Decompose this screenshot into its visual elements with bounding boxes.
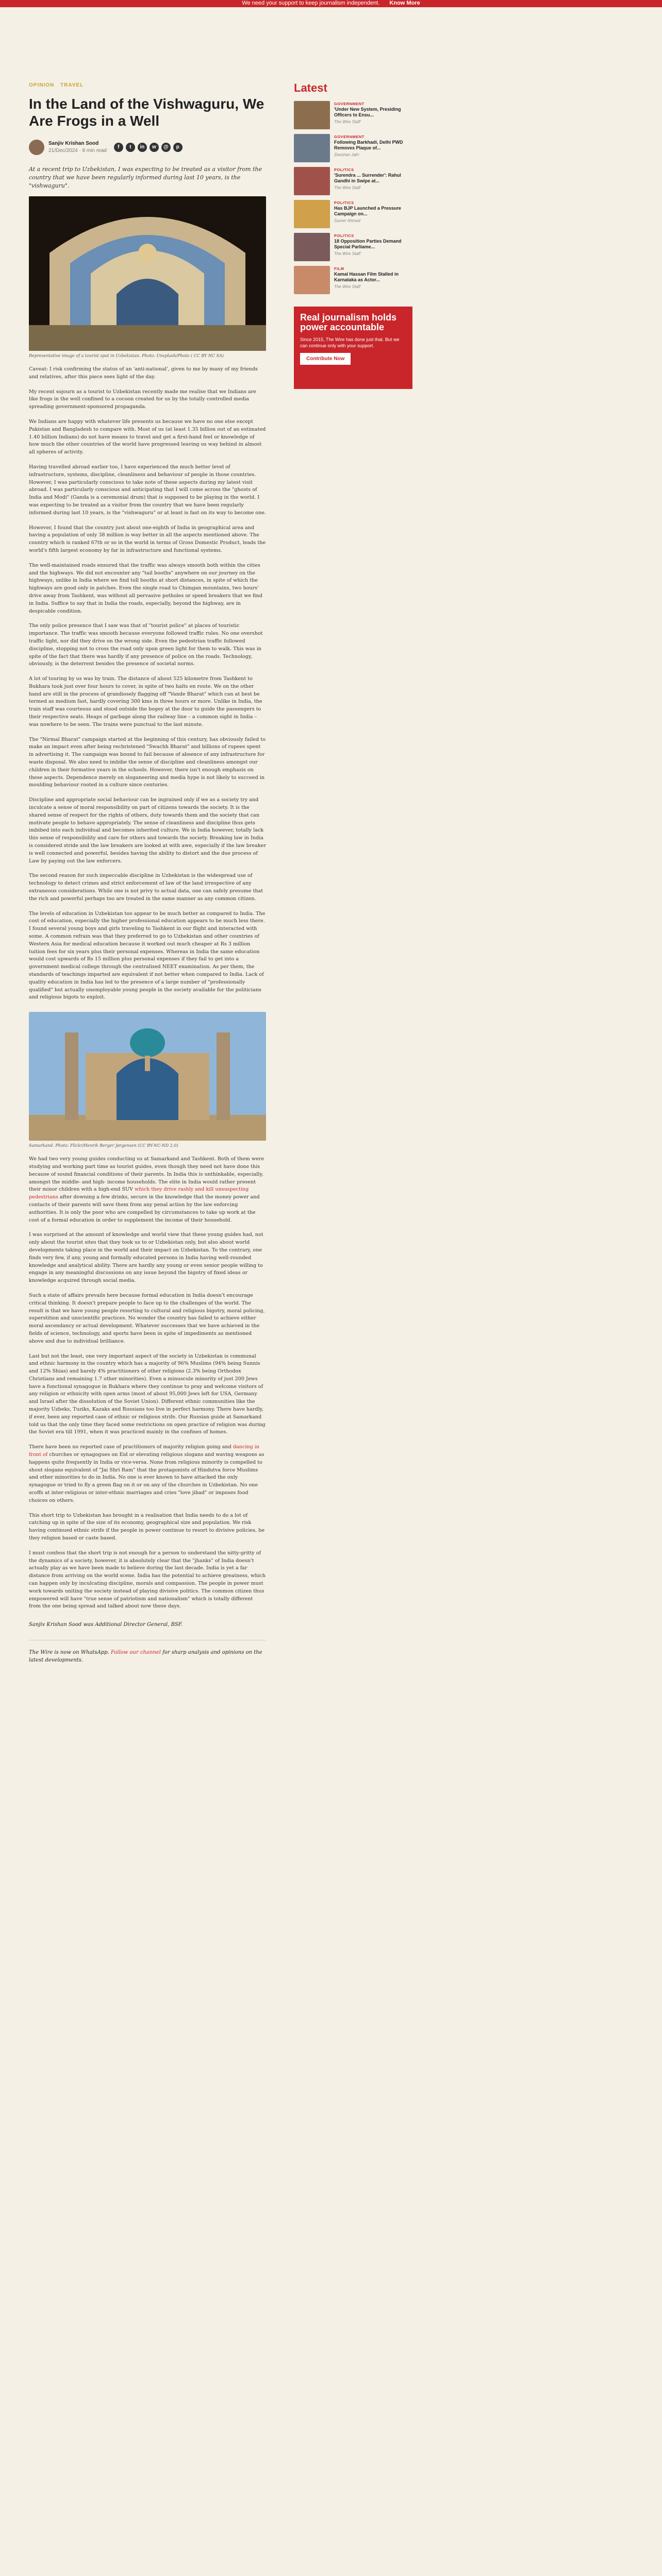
latest-title[interactable]: Has BJP Launched a Pressure Campaign on...: [334, 206, 401, 216]
latest-thumbnail[interactable]: [294, 101, 330, 129]
article-title: In the Land of the Vishwaguru, We Are Frogs in a Well: [29, 96, 264, 129]
body-text: There have been no reported case of practitioners of majority religion going and: [29, 1444, 231, 1450]
latest-item[interactable]: [294, 134, 418, 164]
latest-item[interactable]: [294, 167, 418, 197]
category-tags: [29, 82, 266, 88]
latest-thumbnail[interactable]: [294, 266, 330, 294]
body-paragraph: Caveat: I risk confirming the status of an 'anti-national', given to me by many of my friends and relatives, after this piece sees light of the day.: [29, 366, 258, 380]
latest-title[interactable]: 18 Opposition Parties Demand Special Parliame...: [334, 239, 402, 249]
madrasa-arch-illustration: [29, 196, 266, 351]
body-paragraph: We Indians are happy with whatever life presents us because we have no one else except Pakistan and Bangladesh to compare with. Most of us (at least 1.35 billion out of an estimated 1.40 billion Indians) do not have means to travel and get a first-hand feel or knowledge of how much the other countries of the world have progressed leaving us way behind in almost all spheres of activity.: [29, 418, 266, 455]
contribute-promo: [294, 307, 412, 389]
promo-description: Since 2015, The Wire has done just that. But we can continue only with your support.: [300, 337, 400, 348]
latest-tag[interactable]: POLITICS: [334, 200, 354, 205]
body-paragraph: Such a state of affairs prevails here because formal education in India doesn't encourage critical thinking. It doesn't prepare people to face up to the challenges of the world. The result is that we have young people resorting to cultural and religious bigotry, moral policing, superstition and unscientific practices. No wonder the country has failed to achieve either moral ascendancy or actual development. Whatever successes that we have achieved in the fields of science, technology, and sports have been in spite of impediments as mentioned above and due to individual brilliance.: [29, 1292, 265, 1344]
contribute-button[interactable]: Contribute Now: [300, 353, 351, 365]
registan-illustration: [29, 1012, 266, 1141]
body-paragraph: Having travelled abroad earlier too, I have experienced the much better level of infrastructure, systems, discipline, cleanliness and behaviour of people in those countries. However, I was particularly conscious to take note of these aspects during my latest visit abroad. I was particularly conscious and anticipating that I will come across the "ghosts of India and Modi" (Ganda is a ceremonial drum) that is supposed to be playing in the world. I was expecting to be treated as a visitor from the country that we have been regularly informed during last 10 years, is the "vishwaguru" or at least is fast on its way to become one.: [29, 464, 266, 516]
latest-title[interactable]: Following Barkhadi, Delhi PWD Removes Plaque of...: [334, 140, 403, 150]
body-paragraph: However, I found that the country just about one-eighth of India in geographical area and having a population of only 38 million is way better in all the aspects mentioned above. The country which is ranked 67th or so in the world in terms of Gross Domestic Product, leads the world's fifth largest economy by far in infrastructure and functional systems.: [29, 524, 266, 553]
whatsapp-note: [29, 1649, 266, 1664]
whatsapp-icon[interactable]: w: [150, 143, 159, 152]
latest-title[interactable]: Kamal Hassan Film Stalled in Karnataka as Actor...: [334, 272, 399, 282]
linkedin-icon[interactable]: in: [138, 143, 147, 152]
category-tag[interactable]: OPINION: [29, 82, 55, 88]
twitter-icon[interactable]: t: [126, 143, 135, 152]
body-paragraph: [29, 1444, 266, 1504]
body-paragraph: The "Nirmal Bharat" campaign started at the beginning of this century, has obviously failed to make an impact even after being rechristened "Swachh Bharat" and billions of rupees spent in advertising it. The campaign was bound to fail because of absence of any infrastructure for waste disposal. We also need to imbibe the sense of discipline and cleanliness amongst our children in their formative years in the schools. However, there isn't enough emphasis on these aspects. Dependence merely on sloganeering and media hype is not likely to succeed in moulding behaviour rooted in a culture since centuries.: [29, 736, 266, 788]
body-paragraph: The levels of education in Uzbekistan too appear to be much better as compared to India. The cost of education, especially the higher professional education appears to be much less there. I found several young boys and girls traveling to Tashkent in our flight and interacted with some. A common refrain was that they preferred to go to Uzbekistan and other countries of Western Asia for medical education because it worked out much cheaper at Rs 3 million tuition fees for six years plus their personal expenses. Whereas in India the same education would cost upwards of Rs 15 million plus personal expenses if they fail to get into a government medical college through the centralised NEET examination. As per them, the standards of teachings imparted are equivalent if not better when compared to India. Lack of quality education in India has led to the presence of a large number of "professionally qualified" but actually unemployable young people in the society available for the politicians and religious bigots to exploit.: [29, 910, 266, 1001]
sidebar: [294, 81, 418, 389]
latest-item[interactable]: [294, 233, 418, 263]
body-text: after downing a few drinks, secure in the knowledge that the money power and contacts of their parents will save them from any penal action by the law enforcing authorities. It is only the poor who are compelled by circumstances to take up work at the cost of a formal education in order to supplement the income of their household.: [29, 1194, 260, 1223]
article-intro: At a recent trip to Uzbekistan, I was expecting to be treated as a visitor from the country that we have been regularly informed during last 10 years, is the "vishwaguru".: [29, 166, 262, 189]
body-paragraph: Last but not the least, one very important aspect of the society in Uzbekistan is communal and ethnic harmony in the country which has a majority of 96% Muslims (94% being Sunnis and 12% Shias) and barely 4% practitioners of other religions (2.3% being Orthodox Christians and remaining 1.7 other minorities). Even a minuscule minority of just 200 Jews have a functional synagogue in Bukhara where they continue to pray and welcome visitors of any religion or ethnicity with open arms (most of about 95,000 Jews left for USA, Germany and Israel after the dissolution of the Soviet Union). Different ethnic communities like the majority Uzbeks, Tuziks, Kazaks and Russians too live in perfect harmony. There have hardly, if ever, been any reported case of ethnic or religious strife. Our Russian guide at Samarkand told us that the only time they faced some restrictions on open practice of religion was during the Soviet era till 1991, when it was practiced mainly in the confines of homes.: [29, 1353, 266, 1435]
latest-thumbnail[interactable]: [294, 167, 330, 195]
article-body: [29, 366, 266, 1002]
body-paragraph: The second reason for such impeccable discipline in Uzbekistan is the widespread use of technology to detect crimes and strict enforcement of law of the land irrespective of any extraneous considerations. While one is not privy to actual data, one can safely presume that the rich and powerful perhaps too are treated in the same manner as any common citizen.: [29, 873, 263, 902]
latest-thumbnail[interactable]: [294, 233, 330, 261]
body-paragraph: This short trip to Uzbekistan has brought in a realisation that India needs to do a lot of catching up in spite of the size of its economy, geographical size and population. We risk having continued ethnic strife if the people in power continue to resort to divisive policies, be they religion based or caste based.: [29, 1512, 265, 1541]
latest-heading: Latest: [294, 81, 327, 94]
share-icons: [114, 143, 185, 152]
photo-caption: Representative image of a tourist spot in Uzbekistan. Photo: Unsplash/Photo ( CC BY NC SA): [29, 353, 224, 358]
photo-caption: Samarkand. Photo: Flickr/Henrik Berger Jørgensen (CC BY-NC-ND 2.0): [29, 1143, 178, 1148]
inline-link[interactable]: dancing in front of: [29, 1444, 259, 1458]
latest-list: [294, 101, 418, 296]
latest-author: The Wire Staff: [334, 251, 361, 256]
latest-tag[interactable]: GOVERNMENT: [334, 101, 365, 106]
latest-title[interactable]: 'Surendra ... Surrender': Rahul Gandhi in Swipe at...: [334, 173, 401, 183]
support-banner: [0, 0, 662, 7]
latest-tag[interactable]: POLITICS: [334, 233, 354, 238]
body-paragraph: A lot of touring by us was by train. The distance of about 525 kilometre from Tashkent to Bukhara took just over four hours to cover, in spite of two halts en route. We on the other hand are still in the process of grandiosely flagging off "Vande Bharat" which can at best be termed as medium fast, hardly covering 300 kms in three hours or more. Unlike in India, the train staff was courteous and stood outside the bogey at the door to guide the passengers to their respective seats. Heaps of garbage along the railway line – a common sight in India – was nowhere to be seen. The trains were punctual to the last minute.: [29, 676, 262, 727]
email-icon[interactable]: @: [161, 143, 171, 152]
inline-link[interactable]: which they drive rashly and kill unsuspecting pedestrians: [29, 1187, 249, 1200]
author-avatar: [29, 140, 44, 155]
latest-tag[interactable]: FILM: [334, 266, 344, 271]
latest-title[interactable]: 'Under New System, Presiding Officers to Ensu...: [334, 107, 401, 117]
author-name[interactable]: Sanjiv Krishan Sood: [48, 141, 99, 146]
latest-tag[interactable]: POLITICS: [334, 167, 354, 172]
category-tag[interactable]: TRAVEL: [60, 82, 84, 88]
support-banner-text: We need your support to keep journalism independent.: [242, 0, 380, 6]
latest-author: The Wire Staff: [334, 120, 361, 124]
article: [29, 82, 266, 1664]
body-text: We had two very young guides conducting us at Samarkand and Tashkent. Both of them were studying and working part time as tourist guides, even though they need not have done this because of sound financial conditions of their parents. In India this is unthinkable, especially, amongst the middle- and high- income households. The elite in India would rather present their minor children with a high-end SUV: [29, 1156, 264, 1193]
latest-author: Zeeshan Jafri: [334, 152, 359, 157]
body-paragraph: I was surprised at the amount of knowledge and world view that these young guides had, not only about the tourist sites that they took us to or Uzbekistan only, but also about world developments taking place in the world and their impact on Uzbekistan. To the contrary, one finds very few, if any, young and formally educated persons in India having well-rounded knowledge and analytical ability. There are hardly any young or even senior people willing to engage in any meaningful discussions on any issue beyond the bigotry of fixed ideas or knowledge acquired through social media.: [29, 1232, 263, 1284]
body-paragraph: The only police presence that I saw was that of "tourist police" at places of touristic importance. The traffic was smooth because everyone followed traffic rules. No one overshot traffic light, nor did they drive on the wrong side. Even the pedestrian traffic followed discipline, stopping not to cross the road only upon green light for them to walk. This was in spite of the fact that there was hardly if any presence of police on the roads. Technology, obviously, is the deterrent besides the presence of societal norms.: [29, 623, 263, 667]
byline: [29, 139, 266, 156]
promo-title: Real journalism holds power accountable: [300, 312, 397, 332]
whatsapp-note-text: for sharp analysis and opinions on the latest developments.: [29, 1650, 262, 1664]
latest-item[interactable]: [294, 200, 418, 230]
body-paragraph: [29, 1156, 266, 1224]
know-more-link[interactable]: Know More: [389, 0, 420, 6]
author-signature: Sanjiv Krishan Sood was Additional Director General, BSF.: [29, 1622, 183, 1628]
print-icon[interactable]: p: [173, 143, 183, 152]
body-text: churches or synagogues on Eid or elevating religious slogans and waving weapons as happens quite frequently in India or vice-versa. None from religious minority is compelled to shout slogans equivalent of "Jai Shri Ram" that the protagonists of Hindutva force Muslims and other minorities to do in India. No one is ever known to have attacked the only synagogue or tried to fly a green flag on it or on any of the churches in Uzbekistan. No one scoffs at inter-religious or inter-ethnic marriages and cries "love jihad" or imposes food choices on others.: [29, 1452, 264, 1503]
body-paragraph: My recent sojourn as a tourist to Uzbekistan recently made me realise that we Indians are like frogs in the well confined to a cocoon created for us by the totally controlled media spreading government-sponsored propaganda.: [29, 388, 256, 410]
latest-thumbnail[interactable]: [294, 134, 330, 162]
hero-photo: [29, 196, 266, 351]
latest-author: The Wire Staff: [334, 185, 361, 190]
body-paragraph: I must confess that the short trip is not enough for a person to understand the nitty-gritty of the dynamics of a society, however, it is absolutely clear that the "jhanks" of India doesn't actually play as we have been made to believe during the last decade. India is yet a far distance from arriving on the world scene. India has the potential to achieve greatness, which can happen only by inculcating discipline, morals and compassion. The people in power must work towards uniting the society instead of playing divisive politics. The common citizen thus empowered will have "true sense of patriotism and nationalism" which is totally different from the one being spread and talked about now these days.: [29, 1550, 266, 1609]
latest-author: The Wire Staff: [334, 284, 361, 289]
body-paragraph: The well-maintained roads ensured that the traffic was always smooth both within the cities and the highways. We did not encounter any "tail booths" anywhere on our journey on the highways, unlike in India where we find toll booths at short distances, in spite of which the highways are good only in patches. Even the single road to Chimgan mountains, two hours' drive away from Tashkent, was without all pervasive potholes or speed breakers that we find in India. Suffice to say that in India the roads, especially, beyond the highway, are in despicable condition.: [29, 562, 262, 614]
whatsapp-note-text: The Wire is now on WhatsApp.: [29, 1650, 109, 1656]
latest-item[interactable]: [294, 101, 418, 131]
latest-tag[interactable]: GOVERNMENT: [334, 134, 365, 139]
samarkand-photo: [29, 1012, 266, 1141]
facebook-icon[interactable]: f: [114, 143, 123, 152]
publish-date: 21/Dec/2024 · 8 min read: [48, 148, 107, 154]
latest-item[interactable]: [294, 266, 418, 296]
article-body-continued: [29, 1156, 266, 1611]
follow-channel-link[interactable]: Follow our channel: [110, 1650, 161, 1656]
body-paragraph: Discipline and appropriate social behaviour can be ingrained only if we as a society try and inculcate a sense of moral responsibility on part of citizens towards the society. It is the shared sense of respect for the rights of others, duty towards them and the society that can motivate people to behave appropriately. The sense of cleanliness and discipline thus gets imbibed into each individual and becomes inherited culture. We in India however, totally lack this sense of responsibility and care for others and towards the society. Breaking law in India is considered stride and the law breakers are looked at with awe, especially if the law breaker is well connected and powerful, besides having the ability to distort and the due process of Law by paying out the law enforcers.: [29, 797, 266, 864]
latest-author: Sumer Ahmed: [334, 218, 360, 223]
latest-thumbnail[interactable]: [294, 200, 330, 228]
